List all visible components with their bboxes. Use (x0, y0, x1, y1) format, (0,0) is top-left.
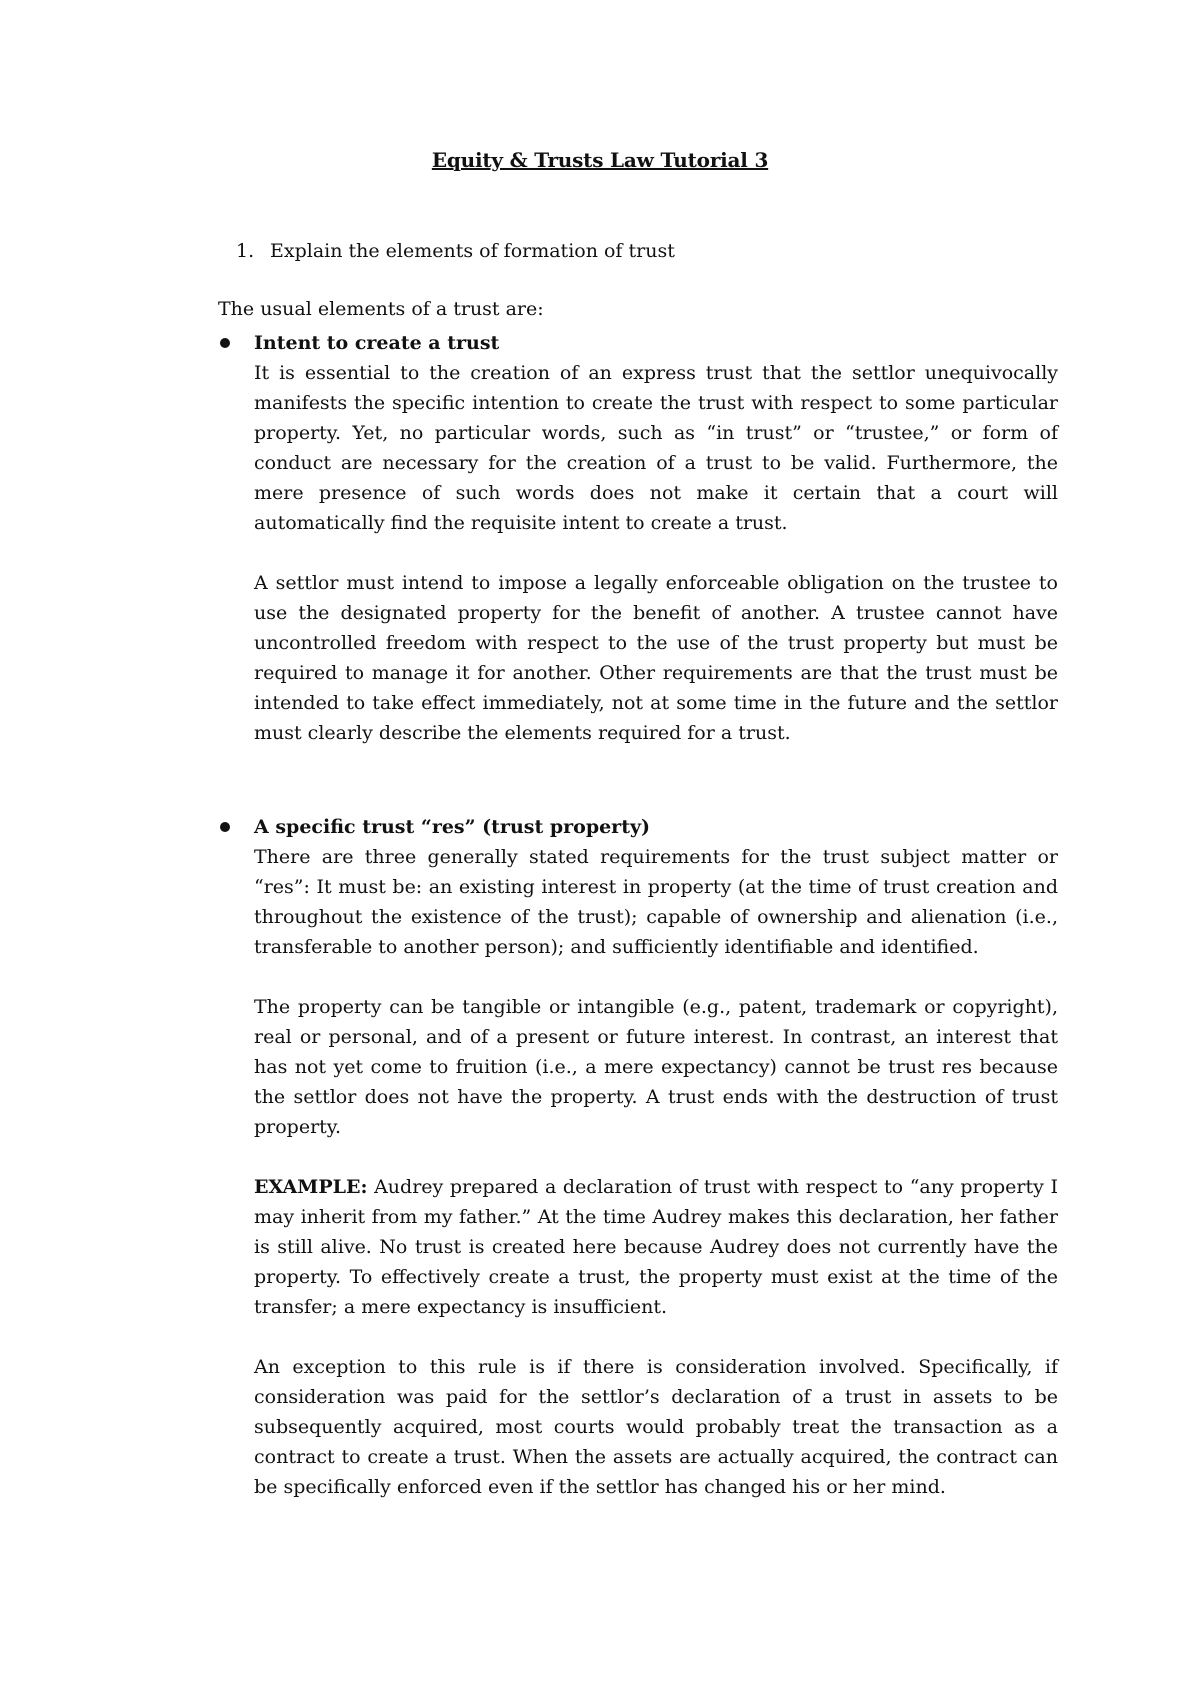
section-heading: A specific trust “res” (trust property) (254, 816, 651, 838)
section-res (254, 812, 1058, 1502)
section-intent (254, 328, 1058, 748)
section-paragraph: It is essential to the creation of an express trust that the settlor unequivocally manifests the specific intention to create the trust with respect to some particular property. Yet, no particular words, such as “in trust” or “trustee,” or form of conduct are necessary for the creation of a trust to be valid. Furthermore, the mere presence of such words does not make it certain that a court will automatically find the requisite intent to create a trust. (254, 362, 1058, 534)
example-paragraph (254, 1172, 1058, 1322)
section-paragraph: There are three generally stated requirements for the trust subject matter or “res”: It must be: an existing interest in property (at the time of trust creation and throughout the existence of the trust); capable of ownership and alienation (i.e., transferable to another person); and sufficiently identifiable and identified. (254, 846, 1058, 958)
example-text: Audrey prepared a declaration of trust with respect to “any property I may inherit from my father.” At the time Audrey makes this declaration, her father is still alive. No trust is created here because Audrey does not currently have the property. To effectively create a trust, the property must exist at the time of the transfer; a mere expectancy is insufficient. (254, 1176, 1058, 1318)
section-paragraph: An exception to this rule is if there is consideration involved. Specifically, if consideration was paid for the settlor’s declaration of a trust in assets to be subsequently acquired, most courts would probably treat the transaction as a contract to create a trust. When the assets are actually acquired, the contract can be specifically enforced even if the settlor has changed his or her mind. (254, 1356, 1058, 1498)
section-paragraph: The property can be tangible or intangible (e.g., patent, trademark or copyright), real or personal, and of a present or future interest. In contrast, an interest that has not yet come to fruition (i.e., a mere expectancy) cannot be trust res because the settlor does not have the property. A trust ends with the destruction of trust property. (254, 996, 1058, 1138)
bullet-icon (220, 822, 230, 832)
example-label: EXAMPLE: (254, 1176, 368, 1198)
page-title: Equity & Trusts Law Tutorial 3 (431, 148, 769, 172)
bullet-icon (220, 338, 230, 348)
question-item (236, 240, 675, 262)
section-heading: Intent to create a trust (254, 332, 500, 354)
question-number: 1. (236, 240, 255, 262)
section-paragraph: A settlor must intend to impose a legally enforceable obligation on the trustee to use the designated property for the benefit of another. A trustee cannot have uncontrolled freedom with respect to the use of the trust property but must be required to manage it for another. Other requirements are that the trust must be intended to take effect immediately, not at some time in the future and the settlor must clearly describe the elements required for a trust. (254, 572, 1058, 744)
question-text: Explain the elements of formation of trust (270, 240, 675, 262)
intro-text: The usual elements of a trust are: (218, 298, 544, 320)
